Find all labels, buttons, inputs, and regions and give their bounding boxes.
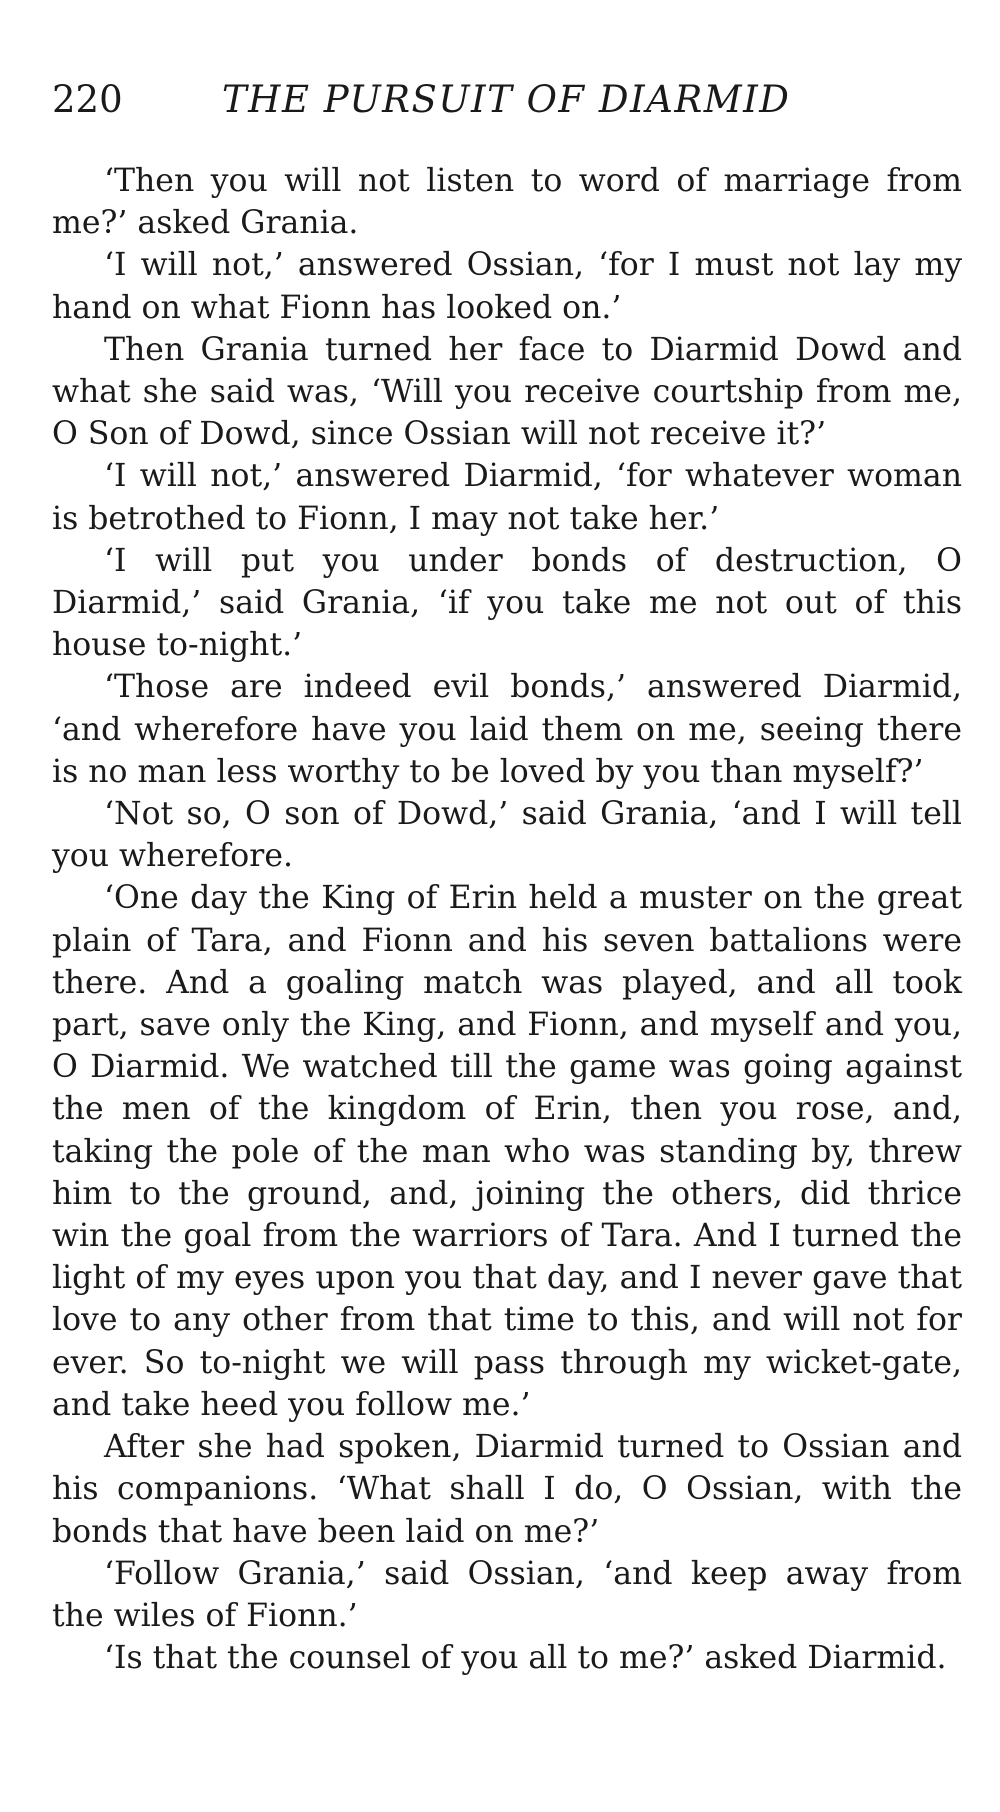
paragraph: ‘I will put you under bonds of destruction, O Diarmid,’ said Grania, ‘if you take me not out of this house to-night.’ [52, 542, 962, 664]
running-head [52, 70, 962, 130]
paragraph: ‘Follow Grania,’ said Ossian, ‘and keep away from the wiles of Fionn.’ [52, 1555, 962, 1634]
paragraph: After she had spoken, Diarmid turned to Ossian and his companions. ‘What shall I do, O Ossian, with the bonds that have been laid on me?’ [52, 1429, 962, 1550]
paragraph: ‘I will not,’ answered Diarmid, ‘for whatever woman is betrothed to Fionn, I may not take her.’ [52, 458, 962, 537]
paragraph: ‘I will not,’ answered Ossian, ‘for I must not lay my hand on what Fionn has looked on.’ [52, 247, 962, 326]
paragraph: ‘One day the King of Erin held a muster on the great plain of Tara, and Fionn and his seven battalions were there. And a goaling match was played, and all took part, save only the King, and Fionn, and myself and you, O Diarmid. We watched till the game was going against the men of the kingdom of Erin, then you rose, and, taking the pole of the man who was standing by, threw him to the ground, and, joining the others, did thrice win the goal from the warriors of Tara. And I turned the light of my eyes upon you that day, and I never gave that love to any other from that time to this, and will not for ever. So to-night we will pass through my wicket-gate, and take heed you follow me.’ [52, 880, 962, 1423]
paragraph: ‘Those are indeed evil bonds,’ answered Diarmid, ‘and wherefore have you laid them on me, seeing there is no man less worthy to be loved by you than myself?’ [52, 669, 962, 790]
page-number: 220 [52, 78, 123, 121]
paragraph: ‘Not so, O son of Dowd,’ said Grania, ‘and I will tell you wherefore. [52, 796, 962, 875]
paragraph: Then Grania turned her face to Diarmid Dowd and what she said was, ‘Will you receive courtship from me, O Son of Dowd, since Ossian will not receive it?’ [52, 331, 962, 453]
paragraph: ‘Is that the counsel of you all to me?’ asked Diarmid. [104, 1640, 947, 1677]
body-text [52, 160, 962, 1679]
paragraph: ‘Then you will not listen to word of marriage from me?’ asked Grania. [52, 163, 962, 242]
running-title: THE PURSUIT OF DIARMID [222, 78, 791, 121]
book-page [52, 70, 962, 1679]
